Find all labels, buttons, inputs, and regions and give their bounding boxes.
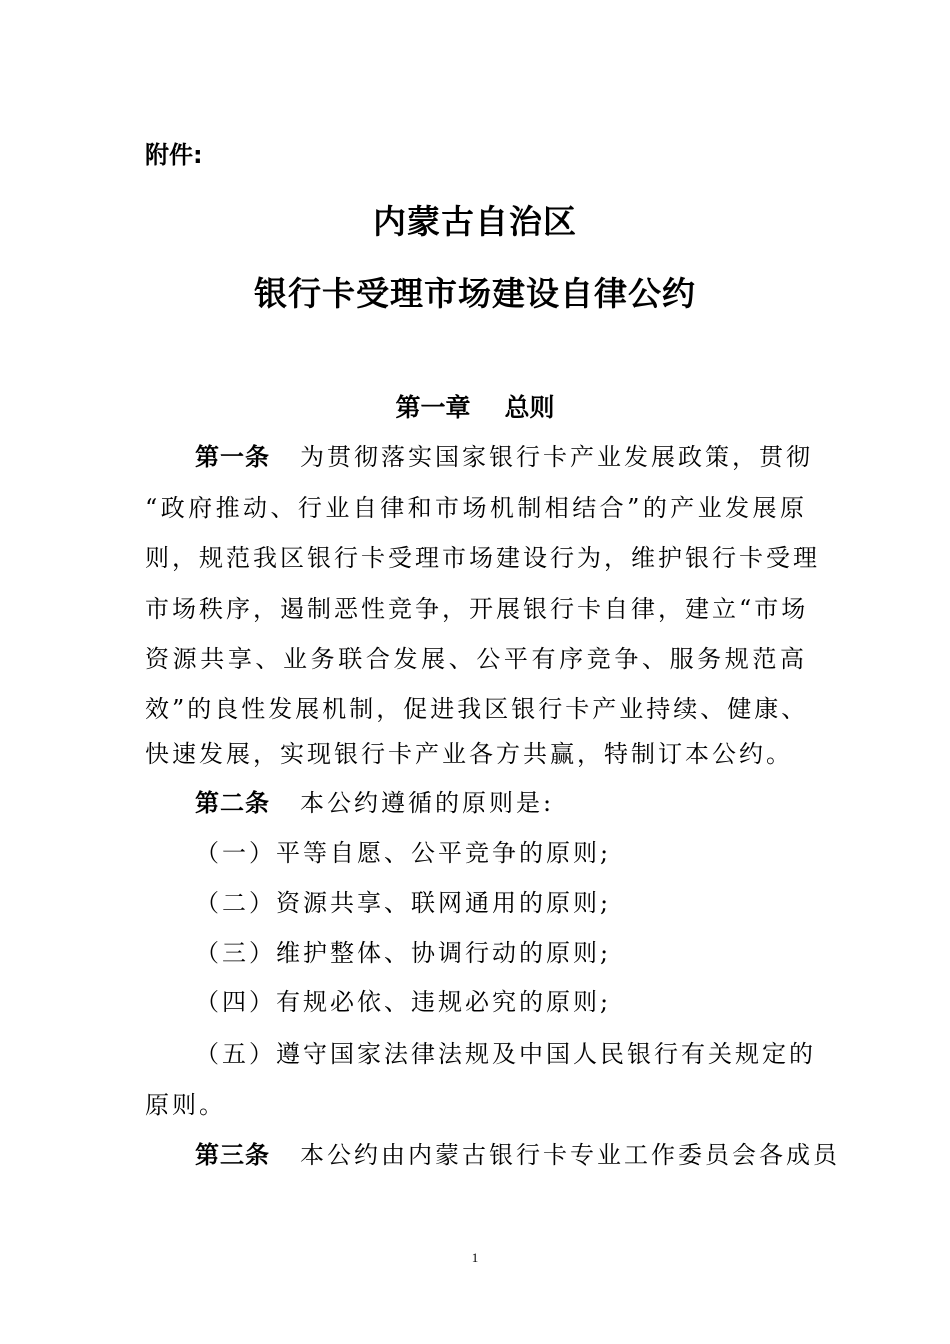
article-2-item: （四）有规必依、违规必究的原则; bbox=[195, 988, 612, 1016]
article-1-text: 为贯彻落实国家银行卡产业发展政策，贯彻 bbox=[300, 443, 813, 471]
article-1-label: 第一条 bbox=[195, 443, 270, 471]
article-3-text: 本公约由内蒙古银行卡专业工作委员会各成员 bbox=[300, 1141, 840, 1169]
attachment-label: 附件: bbox=[145, 141, 203, 169]
page-number: 1 bbox=[471, 1250, 479, 1265]
chapter-name: 总则 bbox=[504, 393, 555, 422]
article-1-line: “政府推动、行业自律和市场机制相结合”的产业发展原 bbox=[145, 494, 807, 522]
document-title-line-1: 内蒙古自治区 bbox=[373, 202, 577, 241]
article-1-line: 资源共享、业务联合发展、公平有序竞争、服务规范高 bbox=[145, 645, 807, 673]
article-1-line: 则，规范我区银行卡受理市场建设行为，维护银行卡受理 bbox=[145, 544, 820, 572]
article-2-line bbox=[195, 787, 807, 819]
chapter-heading bbox=[0, 388, 950, 424]
article-1-line bbox=[195, 441, 813, 473]
article-2-item: （五）遵守国家法律法规及中国人民银行有关规定的 bbox=[195, 1040, 816, 1068]
article-2-intro: 本公约遵循的原则是: bbox=[300, 789, 555, 817]
chapter-number: 第一章 bbox=[395, 393, 471, 422]
article-1-line: 快速发展，实现银行卡产业各方共赢，特制订本公约。 bbox=[145, 740, 793, 768]
article-2-label: 第二条 bbox=[195, 789, 270, 817]
article-2-item: （三）维护整体、协调行动的原则; bbox=[195, 939, 612, 967]
article-1-line: 效”的良性发展机制，促进我区银行卡产业持续、健康、 bbox=[145, 695, 809, 723]
article-2-item: （二）资源共享、联网通用的原则; bbox=[195, 889, 612, 917]
article-3-label: 第三条 bbox=[195, 1141, 270, 1169]
article-1-line: 市场秩序，遏制恶性竞争，开展银行卡自律，建立“市场 bbox=[145, 595, 809, 623]
document-title-line-2: 银行卡受理市场建设自律公约 bbox=[254, 274, 696, 313]
article-2-item: （一）平等自愿、公平竞争的原则; bbox=[195, 839, 612, 867]
article-3-line bbox=[195, 1139, 840, 1171]
article-2-continuation: 原则。 bbox=[145, 1091, 226, 1119]
